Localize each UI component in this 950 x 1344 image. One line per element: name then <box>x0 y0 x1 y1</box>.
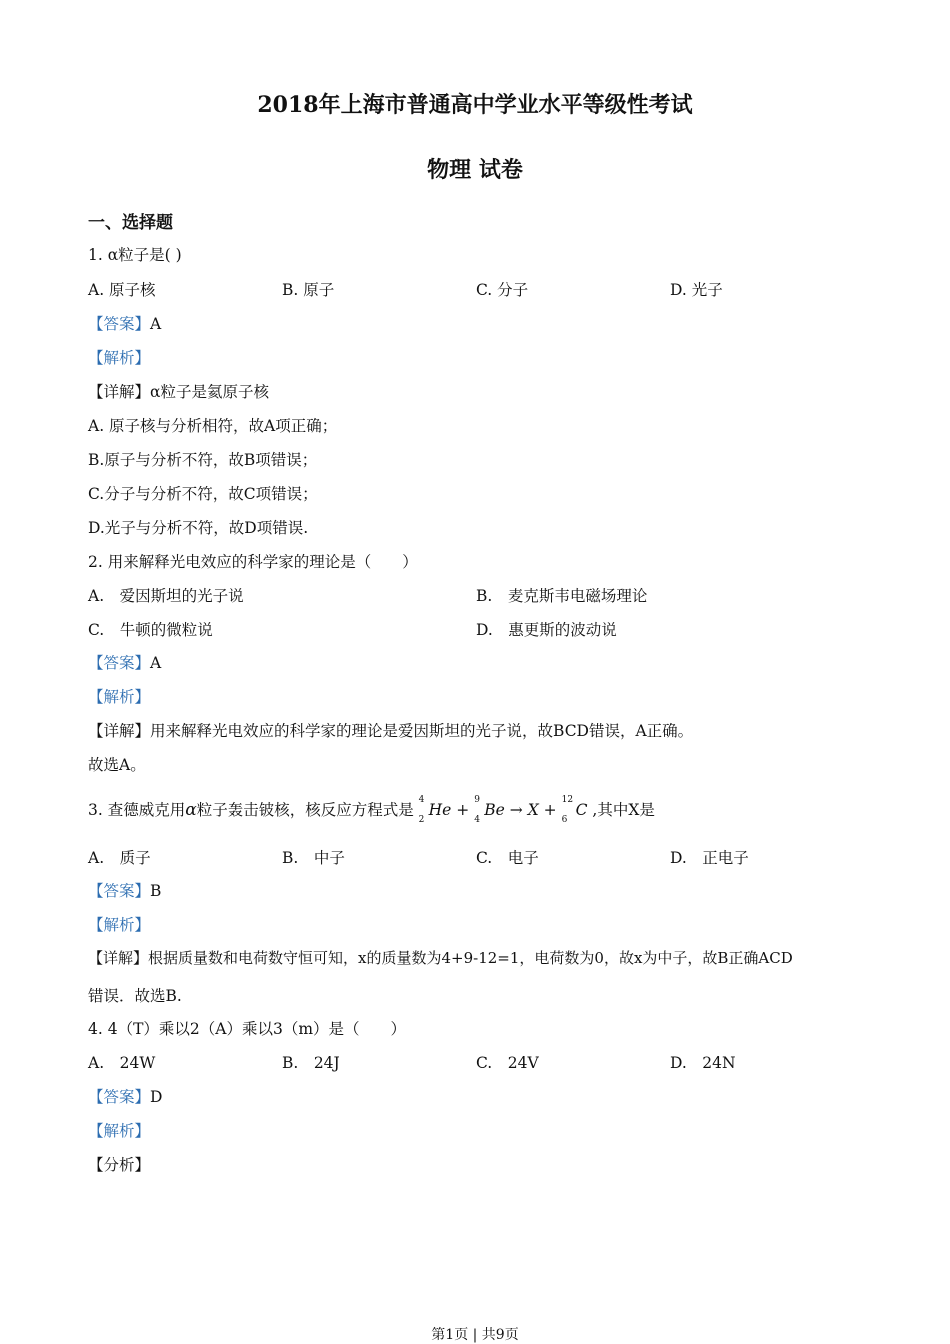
detail-text: α粒子是氦原子核 <box>150 383 269 401</box>
q3-detail <box>88 947 793 968</box>
q2-stem: 2. 用来解释光电效应的科学家的理论是（ ） <box>88 553 418 571</box>
be-symbol: Be <box>484 801 505 819</box>
q1-detail-line: C.分子与分析不符，故C项错误； <box>88 485 318 503</box>
answer-value: A <box>150 315 162 333</box>
arrow-symbol: → <box>509 801 523 819</box>
answer-tag: 【答案】 <box>88 1088 151 1106</box>
he-symbol: He <box>428 801 452 819</box>
q2-option-d: D. 惠更斯的波动说 <box>476 621 617 639</box>
exam-title: 2018年上海市普通高中学业水平等级性考试 <box>257 92 693 118</box>
q4-fenxi-tag: 【分析】 <box>88 1156 151 1174</box>
q1-stem: 1. α粒子是( ) <box>88 246 182 264</box>
answer-value: A <box>150 654 162 672</box>
q3-stem-pre: 3. 查德威克用 <box>88 801 186 819</box>
section-heading: 一、选择题 <box>88 213 173 233</box>
q1-detail-line: A. 原子核与分析相符，故A项正确； <box>88 417 338 435</box>
q4-option-c: C. 24V <box>476 1054 539 1072</box>
q2-option-a: A. 爱因斯坦的光子说 <box>88 587 244 605</box>
q2-option-c: C. 牛顿的微粒说 <box>88 621 213 639</box>
plus-sign: + <box>543 801 557 819</box>
q1-option-b: B. 原子 <box>282 281 335 299</box>
page-footer: 第1页 | 共9页 <box>431 1327 519 1343</box>
q2-answer <box>88 651 161 673</box>
q3-analysis-tag: 【解析】 <box>88 916 151 934</box>
detail-text: 用来解释光电效应的科学家的理论是爱因斯坦的光子说，故BCD错误，A正确。 <box>150 722 694 740</box>
he-mass: 4 <box>418 795 425 805</box>
q3-option-c: C. 电子 <box>476 849 539 867</box>
q2-detail <box>88 719 693 741</box>
be-charge: 4 <box>474 815 480 825</box>
q2-conclusion: 故选A。 <box>88 756 146 774</box>
q4-stem: 4. 4（T）乘以2（A）乘以3（m）是（ ） <box>88 1020 407 1038</box>
q2-option-b: B. 麦克斯韦电磁场理论 <box>476 587 648 605</box>
c-symbol: C <box>575 801 588 819</box>
detail-tag: 【详解】 <box>88 383 151 401</box>
exam-subtitle: 物理 试卷 <box>427 157 523 183</box>
alpha-symbol: α <box>185 800 197 820</box>
q4-answer <box>88 1085 162 1107</box>
q3-option-a: A. 质子 <box>88 849 151 867</box>
q4-option-d: D. 24N <box>670 1054 736 1072</box>
x-symbol: X <box>527 801 539 819</box>
q4-analysis-tag: 【解析】 <box>88 1122 151 1140</box>
plus-sign: + <box>456 801 470 819</box>
q1-detail <box>88 380 269 402</box>
q1-answer <box>88 312 161 334</box>
answer-tag: 【答案】 <box>88 882 151 900</box>
detail-tag: 【详解】 <box>88 722 151 740</box>
q1-analysis-tag: 【解析】 <box>88 349 151 367</box>
q3-stem-mid: 粒子轰击铍核，核反应方程式是 <box>196 801 414 819</box>
detail-tag: 【详解】 <box>88 949 149 967</box>
q2-analysis-tag: 【解析】 <box>88 688 151 706</box>
answer-tag: 【答案】 <box>88 315 151 333</box>
q3-stem-post: ,其中X是 <box>592 801 655 819</box>
answer-value: D <box>150 1088 163 1106</box>
be-mass: 9 <box>474 795 480 805</box>
q3-answer <box>88 879 161 901</box>
q1-option-a: A. 原子核 <box>88 281 156 299</box>
q1-detail-line: B.原子与分析不符，故B项错误； <box>88 451 318 469</box>
c-charge: 6 <box>561 815 568 825</box>
he-charge: 2 <box>418 815 425 825</box>
q1-option-d: D. 光子 <box>670 281 723 299</box>
answer-value: B <box>150 882 162 900</box>
q1-detail-line: D.光子与分析不符，故D项错误. <box>88 519 309 537</box>
answer-tag: 【答案】 <box>88 654 151 672</box>
q4-option-a: A. 24W <box>88 1054 156 1072</box>
q3-option-d: D. 正电子 <box>670 849 749 867</box>
q3-stem <box>88 795 655 825</box>
q4-option-b: B. 24J <box>282 1054 340 1072</box>
q3-detail-line: 错误．故选B. <box>88 987 182 1005</box>
detail-text: 根据质量数和电荷数守恒可知，x的质量数为4+9-12=1，电荷数为0，故x为中子，故B正确ACD <box>148 949 793 967</box>
c-mass: 12 <box>561 795 574 805</box>
nuclear-equation <box>418 795 593 825</box>
q3-option-b: B. 中子 <box>282 849 345 867</box>
q1-option-c: C. 分子 <box>476 281 529 299</box>
